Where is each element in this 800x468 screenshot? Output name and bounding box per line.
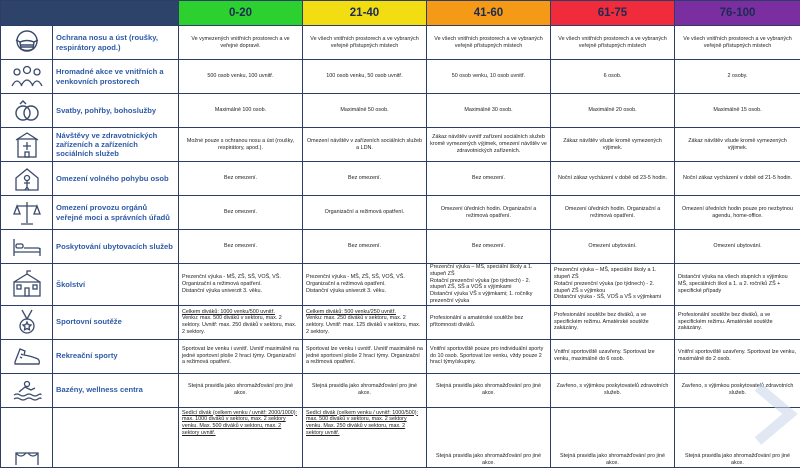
level-header-0-20: 0-20: [179, 1, 303, 26]
measure-cell: Stejná pravidla jako shromažďování pro jiné akce.: [427, 407, 551, 467]
scales-icon: [1, 196, 53, 230]
measure-cell: Maximálně 20 osob.: [551, 94, 675, 128]
running-shoe-icon: [1, 339, 53, 373]
measure-cell: Vnitřní sportoviště pouze pro individuální sporty do 10 osob. Sportovat lze venku, vždy pouze 2 hrací týmy/skupiny.: [427, 339, 551, 373]
hospital-icon: [1, 128, 53, 162]
measure-cell: Stejná pravidla jako shromažďování pro jiné akce.: [179, 373, 303, 407]
row-offices: [1, 196, 800, 230]
measure-cell: 50 osob venku, 10 osob uvnitř.: [427, 60, 551, 94]
header-row: [1, 1, 800, 26]
measure-cell: Prezenční výuka – MŠ, speciální školy a 1. stupeň ZŠ Rotační prezenční výuka (po týdnech) - 2. stupeň ZŠ, SŠ a VOŠ s výjimkami Distanční výuka VŠ s výjimkami; 1. ročníky prezenční výuka: [427, 264, 551, 306]
measure-cell: Omezení úředních hodin. Organizační a režimová opatření.: [427, 196, 551, 230]
row-ceremonies: [1, 94, 800, 128]
face-mask-icon: [1, 26, 53, 60]
measure-cell: Profesionální soutěže bez diváků, a ve specifickém režimu. Amatérské soutěže zakázány.: [551, 305, 675, 339]
home-person-icon: [1, 162, 53, 196]
measure-cell: Možné pouze s ochranou nosu a úst (roušky, respirátory, apod.).: [179, 128, 303, 162]
measure-cell: Maximálně 100 osob.: [179, 94, 303, 128]
measure-cell: Profesionální a amatérské soutěže bez přítomnosti diváků.: [427, 305, 551, 339]
measure-cell: Vnitřní sportoviště uzavřeny. Sportovat lze venku, maximálně do 2 osob.: [675, 339, 800, 373]
measure-cell: Ve všech vnitřních prostorech a ve vybraných veřejně přístupných místech: [303, 26, 427, 60]
wedding-rings-icon: [1, 94, 53, 128]
measure-cell: Bez omezení.: [179, 230, 303, 264]
measure-cell: Ve všech vnitřních prostorech a ve vybraných veřejně přístupných místech: [675, 26, 800, 60]
measure-cell: Sportovat lze venku i uvnitř. Uvnitř maximálně na jedné sportovní ploše 2 hrací týmy. Organizační a režimová opatření.: [179, 339, 303, 373]
measure-cell: Sportovat lze venku i uvnitř. Uvnitř maximálně na jedné sportovní ploše 2 hrací týmy. Organizační a režimová opatření.: [303, 339, 427, 373]
measure-cell: Stejná pravidla jako shromažďování pro jiné akce.: [303, 373, 427, 407]
row-label: Školství: [53, 264, 179, 306]
row-label: Svatby, pohřby, bohoslužby: [53, 94, 179, 128]
row-label: Návštěvy ve zdravotnických zařízeních a zařízeních sociálních služeb: [53, 128, 179, 162]
measure-cell: Maximálně 30 osob.: [427, 94, 551, 128]
measure-cell: Omezení úředních hodin. Organizační a režimová opatření.: [551, 196, 675, 230]
measure-cell: Organizační a režimová opatření.: [303, 196, 427, 230]
measure-cell: Distanční výuka na všech stupních s výjimkou MŠ, speciálních škol a 1. a 2. ročníků ZŠ + specifické případy: [675, 264, 800, 306]
measure-cell: Maximálně 50 osob.: [303, 94, 427, 128]
row-sport-competitions: [1, 305, 800, 339]
measure-cell: Stejná pravidla jako shromažďování pro jiné akce.: [675, 407, 800, 467]
measure-cell: Profesionální soutěže bez diváků, a ve specifickém režimu. Amatérské soutěže zakázány.: [675, 305, 800, 339]
row-label: Sportovní soutěže: [53, 305, 179, 339]
row-accommodation: [1, 230, 800, 264]
row-label: [53, 407, 179, 467]
row-label: Bazény, wellness centra: [53, 373, 179, 407]
medal-icon: [1, 305, 53, 339]
measure-cell: Noční zákaz vycházení v době od 21-5 hodin.: [675, 162, 800, 196]
theatre-icon: [1, 407, 53, 467]
watermark-chevron-icon: [750, 379, 800, 449]
measure-cell: Celkem diváků: 1000 venku/500 uvnitř. Venku: max. 500 diváků v sektoru, max. 2 sektory. Uvnitř: max. 250 diváků v sektoru, max. 2 sektory.: [179, 305, 303, 339]
row-recreational-sports: [1, 339, 800, 373]
measure-cell: Bez omezení.: [179, 196, 303, 230]
row-label: Hromadné akce ve vnitřních a venkovních prostorech: [53, 60, 179, 94]
measure-cell: Prezenční výuka - MŠ, ZŠ, SŠ, VOŠ, VŠ. Organizační a režimová opatření. Distanční výuka univerzit 3. věku.: [303, 264, 427, 306]
measure-cell: Celkem diváků: 500 venku/250 uvnitř. Venku: max. 250 diváků v sektoru, max. 2 sektory. Uvnitř: max. 125 diváků v sektoru, max. 2 sektory.: [303, 305, 427, 339]
row-visits: [1, 128, 800, 162]
row-movement: [1, 162, 800, 196]
measure-cell: Bez omezení.: [427, 230, 551, 264]
level-header-21-40: 21-40: [303, 1, 427, 26]
measure-cell: Zákaz návštěv uvnitř zařízení sociálních služeb kromě vymezených výjimek, omezení návštěv ve zdravotnických zařízeních.: [427, 128, 551, 162]
crowd-icon: [1, 60, 53, 94]
measure-cell: Maximálně 15 osob.: [675, 94, 800, 128]
measure-cell: 2 osoby.: [675, 60, 800, 94]
measure-cell: Omezení návštěv v zařízeních sociálních služeb a LDN.: [303, 128, 427, 162]
row-gatherings: [1, 60, 800, 94]
row-schools: [1, 264, 800, 306]
swimmer-icon: [1, 373, 53, 407]
row-label: Omezení volného pohybu osob: [53, 162, 179, 196]
measure-cell: Ve všech vnitřních prostorech a ve vybraných veřejně přístupných místech: [427, 26, 551, 60]
measure-cell: Omezení ubytování.: [675, 230, 800, 264]
measure-cell: Ve vymezených vnitřních prostorech a ve veřejné dopravě.: [179, 26, 303, 60]
row-pools: [1, 373, 800, 407]
measure-cell: Zavřeno, s výjimkou poskytovatelů zdravotních služeb.: [551, 373, 675, 407]
measure-cell: 500 osob venku, 100 uvnitř.: [179, 60, 303, 94]
row-label: Ochrana nosu a úst (roušky, respirátory apod.): [53, 26, 179, 60]
measure-cell: Prezenční výuka - MŠ, ZŠ, SŠ, VOŠ, VŠ. Organizační a režimová opatření. Distanční výuka univerzit 3. věku.: [179, 264, 303, 306]
row-label: Poskytování ubytovacích služeb: [53, 230, 179, 264]
measure-cell: 6 osob.: [551, 60, 675, 94]
measure-cell: Bez omezení.: [179, 162, 303, 196]
measure-cell: Bez omezení.: [427, 162, 551, 196]
measure-cell: Stejná pravidla jako shromažďování pro jiné akce.: [551, 407, 675, 467]
school-icon: [1, 264, 53, 306]
measure-cell: Zavřeno, s výjimkou poskytovatelů zdravotních služeb.: [675, 373, 800, 407]
row-label: Rekreační sporty: [53, 339, 179, 373]
level-header-61-75: 61-75: [551, 1, 675, 26]
measure-cell: Prezenční výuka – MŠ, speciální školy a 1. stupeň ZŠ Rotační prezenční výuka (po týdnech) - 2. stupeň ZŠ s výjimkou Distanční výuka - SŠ, VOŠ a VŠ s výjimkami: [551, 264, 675, 306]
level-header-76-100: 76-100: [675, 1, 800, 26]
measure-cell: Bez omezení.: [303, 230, 427, 264]
measure-cell: Sedící divák (celkem venku / uvnitř: 1000/500): max. 500 diváků v sektoru, max. 2 sektory venku. Max. 250 diváků v sektoru, max. 2 sektory uvnitř.: [303, 407, 427, 467]
measure-cell: Zákaz návštěv všude kromě vymezených výjimek.: [675, 128, 800, 162]
row-masks: [1, 26, 800, 60]
level-header-41-60: 41-60: [427, 1, 551, 26]
measure-cell: Omezení ubytování.: [551, 230, 675, 264]
measure-cell: Sedící divák (celkem venku / uvnitř: 2000/1000): max. 1000 diváků v sektoru, max. 2 sektory venku. Max. 500 diváků v sektoru, max. 2 sektory uvnitř.: [179, 407, 303, 467]
measure-cell: Ve všech vnitřních prostorech a ve vybraných veřejně přístupných místech: [551, 26, 675, 60]
measure-cell: Stejná pravidla jako shromažďování pro jiné akce.: [427, 373, 551, 407]
measure-cell: Omezení úředních hodin pouze pro nezbytnou agendu, home-office.: [675, 196, 800, 230]
bed-icon: [1, 230, 53, 264]
header-corner: [1, 1, 179, 26]
row-culture: [1, 407, 800, 467]
measure-cell: Noční zákaz vycházení v době od 23-5 hodin.: [551, 162, 675, 196]
row-label: Omezení provozu orgánů veřejné moci a správních úřadů: [53, 196, 179, 230]
measure-cell: 100 osob venku, 50 osob uvnitř.: [303, 60, 427, 94]
measure-cell: Bez omezení.: [303, 162, 427, 196]
measure-cell: Zákaz návštěv všude kromě vymezených výjimek.: [551, 128, 675, 162]
measure-cell: Vnitřní sportoviště uzavřeny. Sportovat lze venku, maximálně do 6 osob.: [551, 339, 675, 373]
